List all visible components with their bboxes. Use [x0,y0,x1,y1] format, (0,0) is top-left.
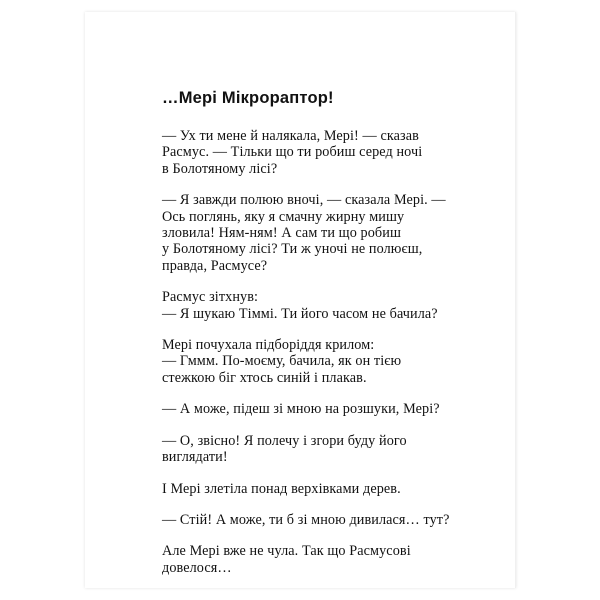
paragraph-4 [162,337,462,386]
text-line: зловила! Ням-ням! А сам ти що робиш [162,225,401,242]
paragraph-2 [162,192,462,274]
text-line: довелося… [162,559,232,576]
paragraph-1 [162,128,462,177]
text-line: Расмус зітхнув: [162,289,259,306]
text-line: Ось поглянь, яку я смачну жирну мишу [162,208,405,225]
page-content [162,88,462,591]
text-line: — Стій! А може, ти б зі мною дивилася… тут? [162,511,450,528]
text-line: — Я завжди полюю вночі, — сказала Мері. — [162,192,446,209]
text-line: виглядати! [162,449,228,466]
text-line: — Я шукаю Тіммі. Ти його часом не бачила? [162,305,438,322]
text-line: стежкою біг хтось синій і плакав. [162,369,367,386]
paragraph-9 [162,543,462,576]
paragraph-6 [162,433,462,466]
paragraph-8 [162,512,462,528]
paragraph-5 [162,401,462,417]
paragraph-7 [162,481,462,497]
text-line: Мері почухала підборіддя крилом: [162,337,375,354]
page-title: …Мері Мікрораптор! [162,89,334,107]
text-line: Але Мері вже не чула. Так що Расмусові [162,543,411,560]
text-line: правда, Расмусе? [162,257,268,274]
text-line: Расмус. — Тільки що ти робиш серед ночі [162,144,423,161]
text-line: — О, звісно! Я полечу і згори буду його [162,432,407,449]
text-line: — А може, підеш зі мною на розшуки, Мері? [162,401,440,418]
text-line: — Ух ти мене й налякала, Мері! — сказав [162,128,419,144]
text-line: у Болотяному лісі? Ти ж уночі не полюєш, [162,241,423,258]
text-line: І Мері злетіла понад верхівками дерев. [162,480,401,497]
text-line: — Гммм. По-моєму, бачила, як он тією [162,353,402,370]
text-line: в Болотяному лісі? [162,160,278,177]
paragraph-3 [162,289,462,322]
